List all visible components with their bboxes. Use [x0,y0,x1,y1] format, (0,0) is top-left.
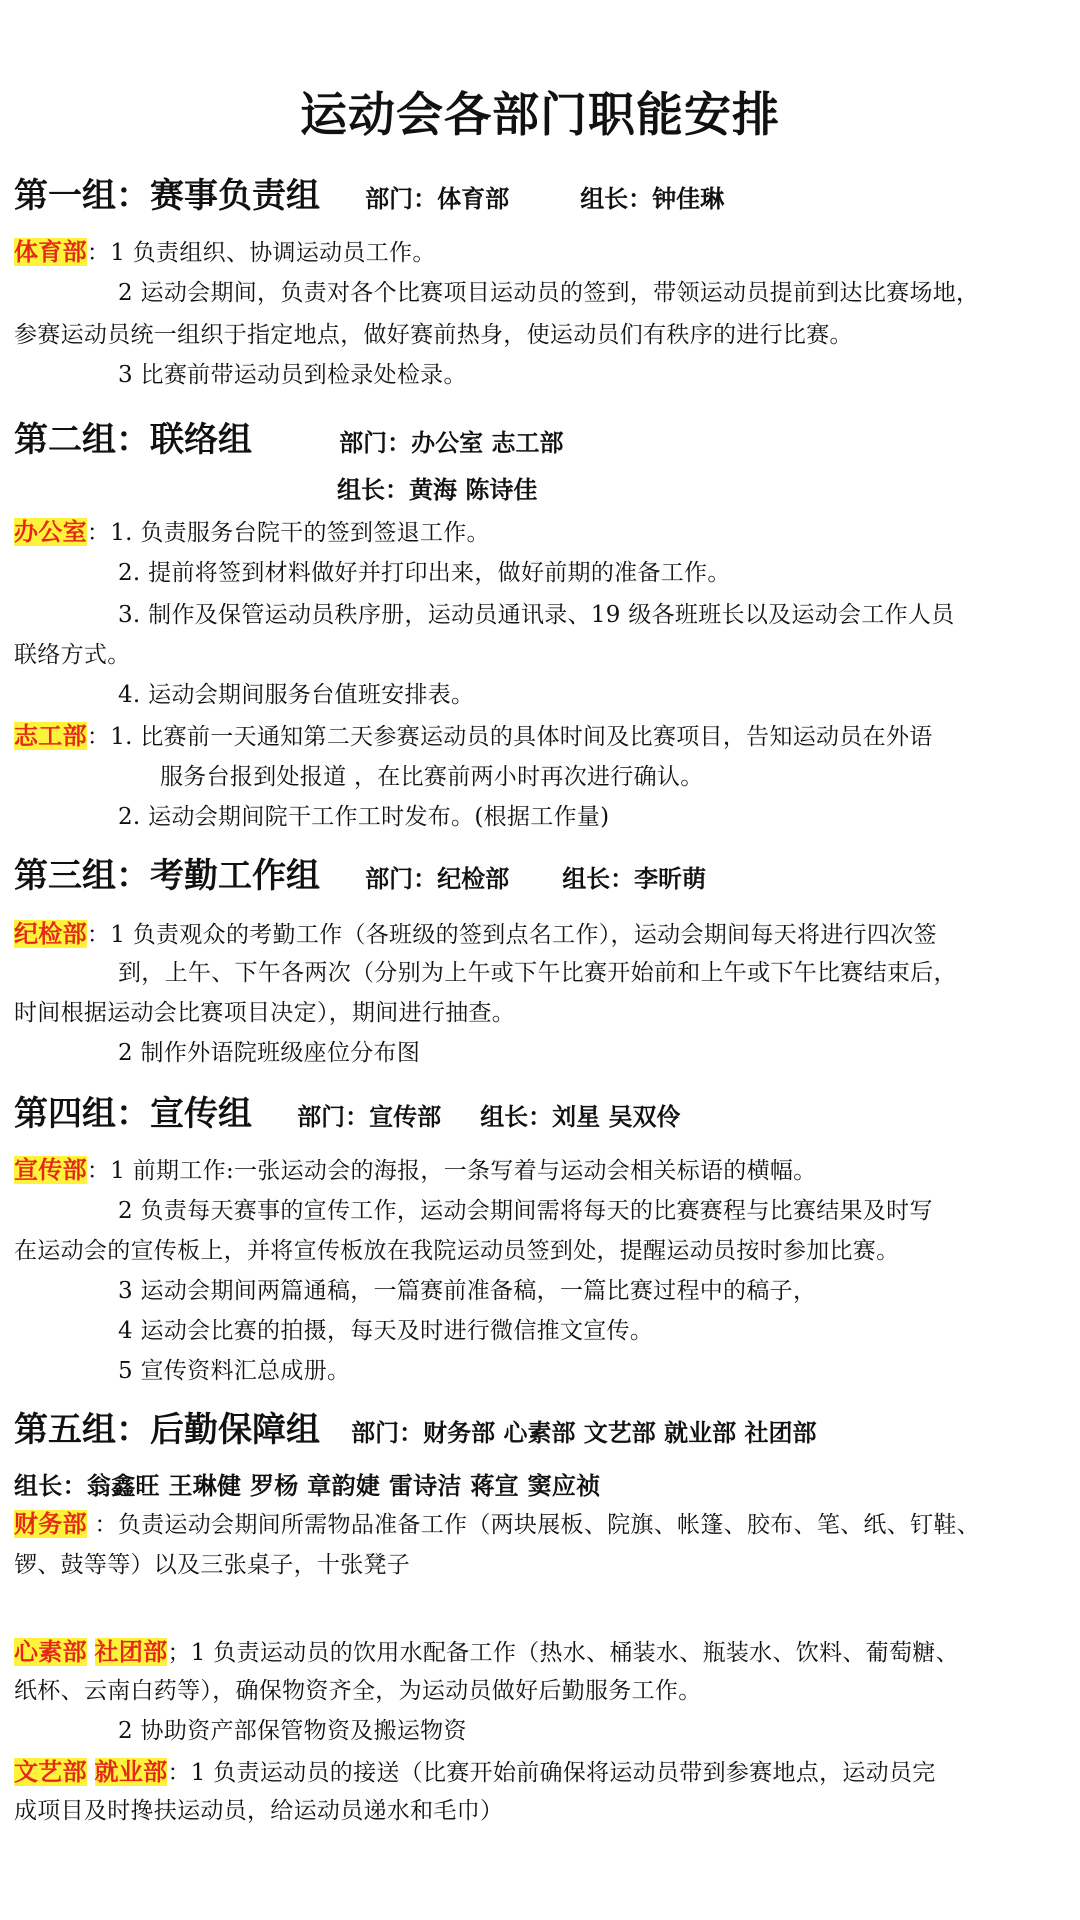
group1-name: 第一组：赛事负责组 [14,176,320,216]
group3-header [14,848,706,897]
g1-line-3: 参赛运动员统一组织于指定地点，做好赛前热身，使运动员们有秩序的进行比赛。 [14,322,853,348]
g1-line-2: 2 运动会期间，负责对各个比赛项目运动员的签到，带领运动员提前到达比赛场地， [118,280,980,306]
dept-tag-wenyi: 文艺部 [14,1758,87,1786]
group4-header [14,1086,681,1135]
g4-line-4: 3 运动会期间两篇通稿，一篇赛前准备稿，一篇比赛过程中的稿子， [118,1278,817,1304]
group1-leader: 组长：钟佳琳 [580,185,725,213]
g2-line-b2: 服务台报到处报道 ，在比赛前两小时再次进行确认。 [160,764,704,790]
group5-dept: 部门：财务部 心素部 文艺部 就业部 社团部 [351,1419,817,1447]
group2-leader-row [337,470,537,505]
group4-name: 第四组：宣传组 [14,1094,252,1134]
g1-line-1: 体育部：1 负责组织、协调运动员工作。 [14,238,436,266]
g2-line-b1: 志工部：1. 比赛前一天通知第二天参赛运动员的具体时间及比赛项目，告知运动员在外语 [14,722,933,750]
g5-line-a2: 锣、鼓等等）以及三张桌子，十张凳子 [14,1552,411,1578]
dept-tag-tiyu: 体育部 [14,238,87,266]
dept-tag-jiuye: 就业部 [94,1758,168,1786]
g3-line-2: 到，上午、下午各两次（分别为上午或下午比赛开始前和上午或下午比赛结束后， [118,960,957,986]
dept-tag-zhigong: 志工部 [14,722,87,750]
dept-tag-jijian: 纪检部 [14,920,87,948]
g4-line-5: 4 运动会比赛的拍摄，每天及时进行微信推文宣传。 [118,1318,654,1344]
g5-line-b2: 纸杯、云南白药等），确保物资齐全，为运动员做好后勤服务工作。 [14,1678,702,1704]
dept-tag-caiwu: 财务部 [14,1510,87,1538]
dept-tag-xuanchuan: 宣传部 [14,1156,87,1184]
group3-leader: 组长：李昕萌 [562,865,707,893]
g5-line-b3: 2 协助资产部保管物资及搬运物资 [118,1718,467,1744]
group2-leader: 组长：黄海 陈诗佳 [337,476,538,504]
group3-name: 第三组：考勤工作组 [14,856,320,896]
g2-line-a4: 联络方式。 [14,642,131,668]
group4-leader: 组长：刘星 吴双伶 [480,1103,681,1131]
g4-line-1: 宣传部：1 前期工作:一张运动会的海报，一条写着与运动会相关标语的横幅。 [14,1156,817,1184]
g2-line-b3: 2. 运动会期间院干工作工时发布。(根据工作量) [118,804,610,830]
dept-tag-bangongshi: 办公室 [14,518,87,546]
group3-dept: 部门：纪检部 [365,865,510,893]
group1-dept: 部门：体育部 [365,185,510,213]
g2-line-a5: 4. 运动会期间服务台值班安排表。 [118,682,475,708]
g1-line-4: 3 比赛前带运动员到检录处检录。 [118,362,467,388]
g4-line-2: 2 负责每天赛事的宣传工作，运动会期间需将每天的比赛赛程与比赛结果及时写 [118,1198,933,1224]
g5-line-c2: 成项目及时搀扶运动员，给运动员递水和毛巾） [14,1798,504,1824]
document-title: 运动会各部门职能安排 [300,88,780,143]
g3-line-3: 时间根据运动会比赛项目决定），期间进行抽查。 [14,1000,516,1026]
group4-dept: 部门：宣传部 [297,1103,442,1131]
group2-header [14,412,563,461]
g5-line-c1: 文艺部 就业部：1 负责运动员的接送（比赛开始前确保将运动员带到参赛地点，运动员完 [14,1758,936,1786]
group5-leaders: 组长：翁鑫旺 王琳健 罗杨 章韵婕 雷诗洁 蒋宣 窦应祯 [14,1472,601,1500]
group5-name: 第五组：后勤保障组 [14,1410,320,1450]
group5-header [14,1402,817,1451]
g4-line-6: 5 宣传资料汇总成册。 [118,1358,351,1384]
g5-line-a1: 财务部 ：负责运动会期间所需物品准备工作（两块展板、院旗、帐篷、胶布、笔、纸、钉鞋、 [14,1510,980,1538]
dept-tag-shetuan: 社团部 [94,1638,168,1666]
group2-name: 第二组：联络组 [14,420,252,460]
dept-tag-xinsu: 心素部 [14,1638,87,1666]
g2-line-a1: 办公室：1. 负责服务台院干的签到签退工作。 [14,518,490,546]
group2-dept: 部门：办公室 志工部 [339,429,564,457]
g5-line-b1: 心素部 社团部；1 负责运动员的饮用水配备工作（热水、桶装水、瓶装水、饮料、葡萄糖、 [14,1638,959,1666]
g2-line-a2: 2. 提前将签到材料做好并打印出来，做好前期的准备工作。 [118,560,731,586]
g4-line-3: 在运动会的宣传板上，并将宣传板放在我院运动员签到处，提醒运动员按时参加比赛。 [14,1238,900,1264]
g3-line-1: 纪检部：1 负责观众的考勤工作（各班级的签到点名工作），运动会期间每天将进行四次签 [14,920,937,948]
g3-line-4: 2 制作外语院班级座位分布图 [118,1040,421,1066]
group1-header [14,168,724,217]
g2-line-a3: 3. 制作及保管运动员秩序册，运动员通讯录、19 级各班班长以及运动会工作人员 [118,602,955,628]
